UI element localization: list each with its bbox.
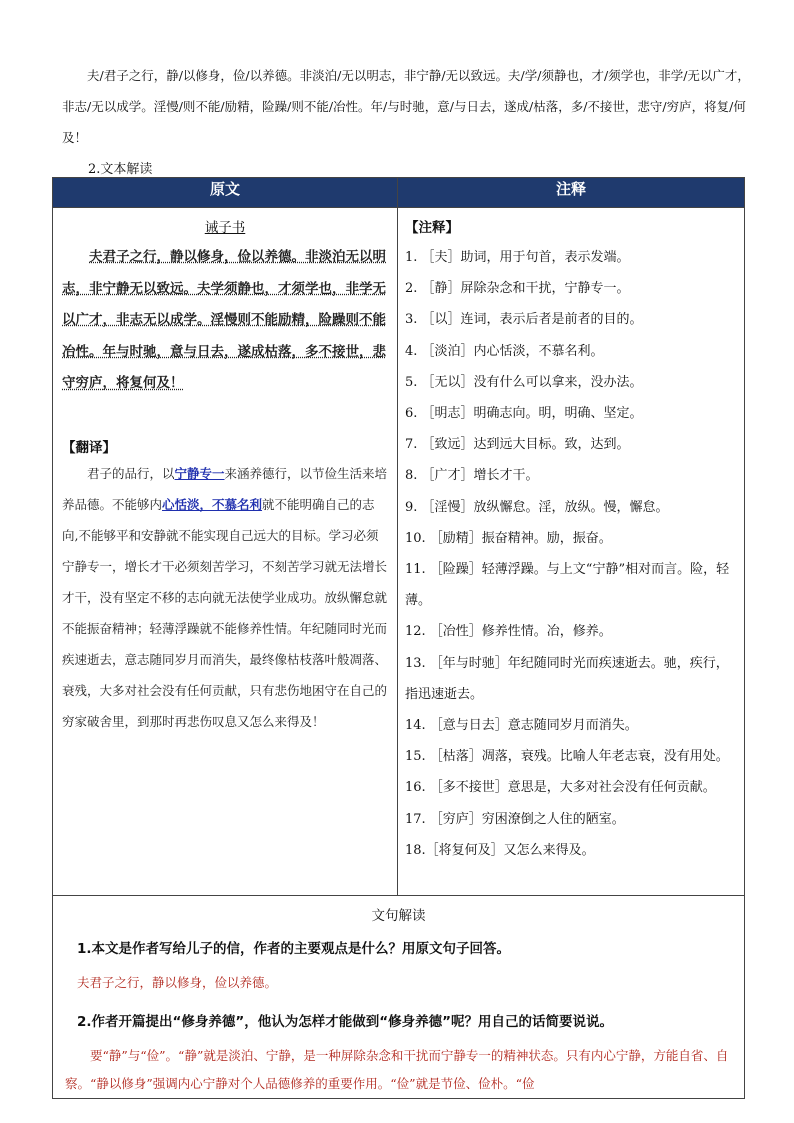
answer-1: 夫君子之行，静以修身，俭以养德。 xyxy=(77,975,278,990)
translation-part: 来涵养德行，以节俭生活来培养品德。不能够内 xyxy=(62,465,388,512)
translation-highlight: 心恬淡，不慕名利 xyxy=(162,496,263,512)
note-item: 11. ［险躁］轻薄浮躁。与上文“宁静”相对而言。险，轻薄。 xyxy=(405,562,730,609)
reading-cell xyxy=(53,896,745,1099)
reading-title: 文句解读 xyxy=(371,908,426,924)
note-item: 8. ［广才］增长才干。 xyxy=(405,468,539,484)
note-item: 7. ［致远］达到远大目标。致，达到。 xyxy=(405,437,630,453)
piece-title: 诫子书 xyxy=(204,220,246,236)
notes-label: 【注释】 xyxy=(405,220,459,236)
intro-paragraph: 夫/君子之行，静/以修身，俭/以养德。非淡泊/无以明志，非宁静/无以致远。夫/学/须静也，才/须学也，非学/无以广才，非志/无以成学。淫慢/则不能/励精，险躁/则不能/冶性。年/与时驰，意/与日去，遂成/枯落，多/不接世，悲守/穷庐，将复/何及！ xyxy=(62,68,750,145)
note-item: 12. ［冶性］修养性情。冶，修养。 xyxy=(405,624,612,640)
note-item: 6. ［明志］明确志向。明，明确、坚定。 xyxy=(405,406,643,422)
question-2: 2.作者开篇提出“修身养德”，他认为怎样才能做到“修身养德”呢？用自己的话简要说说。 xyxy=(77,1014,614,1030)
translation-highlight: 宁静专一 xyxy=(174,465,225,481)
translation-part: 君子的品行，以 xyxy=(87,465,175,481)
notes-cell xyxy=(398,208,745,896)
question-1: 1.本文是作者写给儿子的信，作者的主要观点是什么？用原文句子回答。 xyxy=(77,941,511,957)
note-item: 18.［将复何及］又怎么来得及。 xyxy=(405,842,595,858)
note-item: 10. ［励精］振奋精神。励，振奋。 xyxy=(405,530,612,546)
note-item: 3. ［以］连词，表示后者是前者的目的。 xyxy=(405,312,643,328)
note-item: 17. ［穷庐］穷困潦倒之人住的陋室。 xyxy=(405,811,625,827)
note-item: 2. ［静］屏除杂念和干扰，宁静专一。 xyxy=(405,281,630,297)
section-label: 2.文本解读 xyxy=(88,162,153,177)
note-item: 14. ［意与日去］意志随同岁月而消失。 xyxy=(405,718,638,734)
note-item: 1. ［夫］助词，用于句首，表示发端。 xyxy=(405,250,630,265)
note-item: 9. ［淫慢］放纵懈怠。淫，放纵。慢，懈怠。 xyxy=(405,499,669,515)
translation-part: 就不能明确自己的志向,不能够平和安静就不能实现自己远大的目标。学习必须宁静专一，增长才干必须刻苦学习，不刻苦学习就无法增长才干，没有坚定不移的志向就无法使学业成功。放纵懈怠就不能振奋精神；轻薄浮躁就不能修养性情。年纪随同时光而疾速逝去，意志随同岁月而消失，最终像枯枝落叶般凋落、衰残，大多对社会没有任何贡献，只有悲伤地困守在自己的穷家破舍里，到那时再悲伤叹息又怎么来得及！ xyxy=(62,496,388,729)
column-header-original: 原文 xyxy=(53,178,398,208)
text-table xyxy=(52,177,745,1099)
note-item: 5. ［无以］没有什么可以拿来，没办法。 xyxy=(405,374,643,390)
note-item: 13. ［年与时驰］年纪随同时光而疾速逝去。驰，疾行，指迅速逝去。 xyxy=(405,655,729,702)
note-item: 16. ［多不接世］意思是，大多对社会没有任何贡献。 xyxy=(405,780,716,796)
translation-label: 【翻译】 xyxy=(62,439,116,456)
translation-text xyxy=(62,458,388,737)
column-header-notes: 注释 xyxy=(398,178,745,208)
original-text-content: 夫君子之行，静以修身，俭以养德。非淡泊无以明志，非宁静无以致远。夫学须静也，才须学也，非学无以广才，非志无以成学。淫慢则不能励精，险躁则不能冶性。年与时驰，意与日去，遂成枯落，多不接世，悲守穷庐，将复何及！ xyxy=(62,249,386,392)
original-text xyxy=(62,242,388,400)
note-item: 15. ［枯落］凋落，衰残。比喻人年老志衰，没有用处。 xyxy=(405,749,729,765)
answer-2: 要“静”与“俭”。“静”就是淡泊、宁静，是一种屏除杂念和干扰而宁静专一的精神状态。只有内心宁静，方能自省、自察。“静以修身”强调内心宁静对个人品德修养的重要作用。“俭”就是节俭、俭朴。“俭 xyxy=(65,1048,729,1091)
original-cell xyxy=(53,208,398,896)
note-item: 4. ［淡泊］内心恬淡，不慕名利。 xyxy=(405,343,604,359)
